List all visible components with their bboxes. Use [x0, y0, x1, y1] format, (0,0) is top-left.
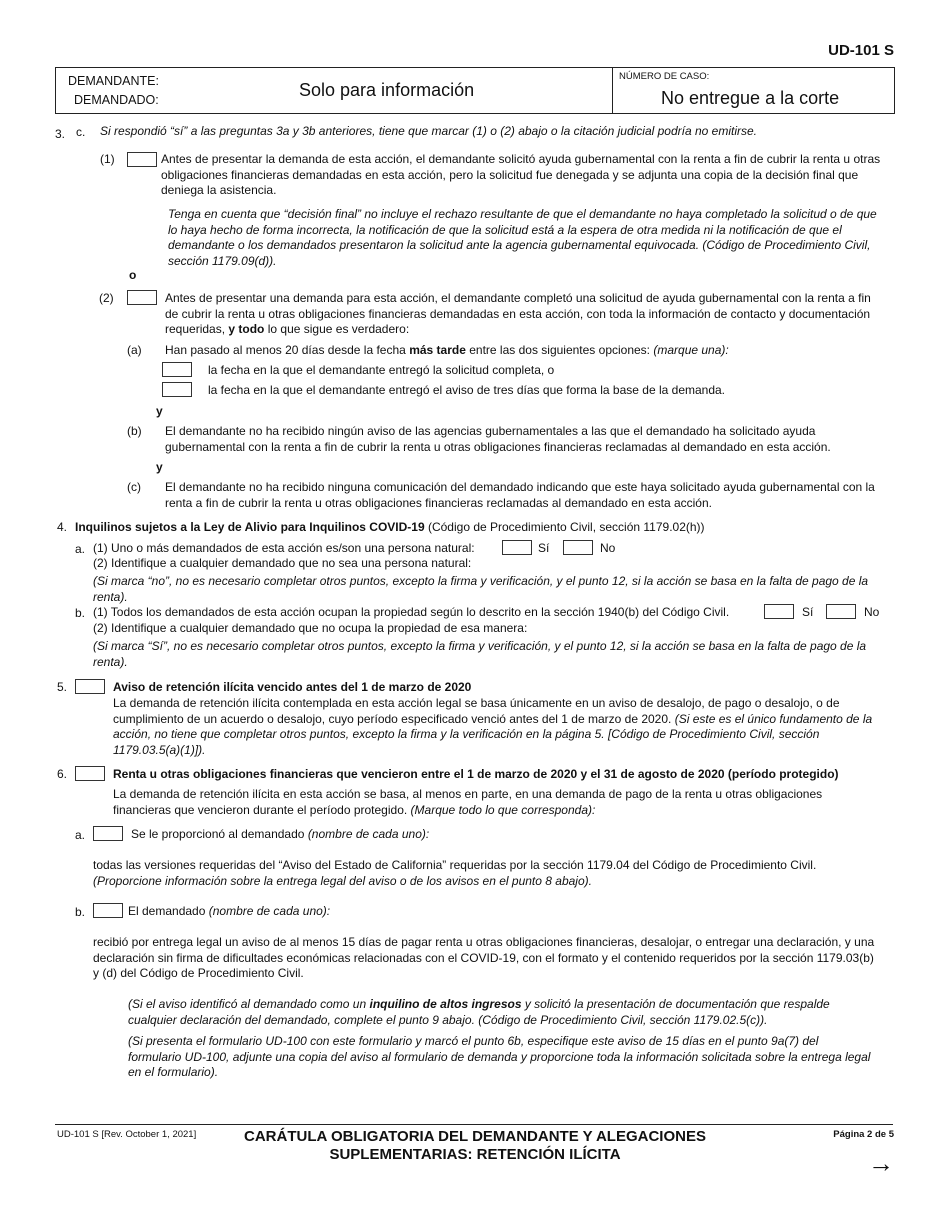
item4b2-text: (2) Identifique a cualquier demandado que no ocupa la propiedad de esa manera: — [93, 621, 528, 635]
item3c2-checkbox[interactable] — [127, 290, 157, 305]
item6a-text-main: Se le proporcionó al demandado — [131, 827, 305, 841]
item3c2c-text: El demandante no ha recibido ninguna comunicación del demandado indicando que este haya solicitado ayuda gubernamental con la renta a fin de cubrir la renta u otras obligaciones financieras reclamadas al demandado en esta acción. — [165, 480, 875, 510]
item4-title-bold: Inquilinos sujetos a la Ley de Alivio para Inquilinos COVID-19 — [75, 520, 425, 534]
item4a1-yes-checkbox[interactable] — [502, 540, 532, 555]
item3c2a-bold: más tarde — [409, 343, 466, 357]
item6a-after — [93, 858, 883, 889]
item3c2-text-bold: y todo — [228, 322, 265, 336]
item6a-after-note: (Proporcione información sobre la entrega legal del aviso o de los avisos en el punto 8 abajo). — [93, 873, 592, 888]
item5-body: La demanda de retención ilícita contemplada en esta acción legal se basa únicamente en un aviso de desalojo, de pago o desalojo, o de cumplimiento de un acuerdo o desalojo, cuyo período especificado venció antes del 1 de marzo de 2020. — [113, 696, 840, 726]
item6-note1-bold: inquilino de altos ingresos — [369, 997, 522, 1011]
footer-page: Página 2 de 5 — [833, 1129, 894, 1140]
item3c1-text: Antes de presentar la demanda de esta acción, el demandante solicitó ayuda gubernamental con la renta a fin de cubrir la renta u otras obligaciones financieras demandadas en esta acción, pero la solicitud fue denegada y se adjunta una copia de la decisión final que deniega la asistencia. — [161, 152, 881, 197]
item6-note1-b: y solicitó la presentación de documentación que respalde cualquier declaración del demandado, complete el punto 9 abajo. (Código de Procedimiento Civil, sección 1179.02.5(c)). — [128, 997, 830, 1027]
item3c2a-text1: Han pasado al menos 20 días desde la fecha — [165, 343, 406, 357]
item6a-italic: (nombre de cada uno): — [307, 827, 430, 841]
or-connector: o — [129, 268, 137, 282]
do-not-file-label: No entregue a la corte — [661, 88, 840, 108]
item4-number: 4. — [57, 520, 68, 534]
item4a-label: a. — [75, 542, 86, 556]
item5-checkbox[interactable] — [75, 679, 105, 694]
item6-text — [113, 787, 853, 818]
item3c2a-text — [165, 343, 885, 359]
item3c2a-opt2-checkbox[interactable] — [162, 382, 192, 397]
item4a-note: (Si marca “no”, no es necesario completar otros puntos, excepto la firma y verificación, y el punto 12, si la acción se basa en la falta de pago de la renta). — [93, 574, 869, 604]
caption-box — [55, 67, 895, 114]
item6b-italic: (nombre de cada uno): — [208, 904, 331, 918]
item4b-label: b. — [75, 606, 86, 620]
plaintiff-label: DEMANDANTE: — [68, 74, 159, 88]
item3c2-text-a: Antes de presentar una demanda para esta acción, el demandante completó una solicitud de ayuda gubernamental con la renta a fin de cubrir la renta u otras obligaciones financieras demandadas en esta acción, con toda la información de contacto y documentación requeridas, — [165, 291, 871, 336]
footer-rev: UD-101 S [Rev. October 1, 2021] — [57, 1129, 197, 1140]
item6a-text — [131, 827, 429, 843]
item3c2-text-b: lo que sigue es verdadero: — [267, 322, 410, 336]
item3c1-checkbox[interactable] — [127, 152, 157, 167]
footer-title-1: CARÁTULA OBLIGATORIA DEL DEMANDANTE Y ALEGACIONES — [244, 1128, 706, 1145]
item3c2c-label: (c) — [127, 480, 141, 494]
item5-number: 5. — [57, 680, 68, 694]
item6b-after: recibió por entrega legal un aviso de al menos 15 días de pagar renta u otras obligaciones financieras, desalojar, o entregar una declaración, y una declaración sin firma de dificultades económicas relacionadas con el COVID-19, con el formato y el contenido requeridos por la sección 1179.03(b) y (d) del Código de Procedimiento Civil. — [93, 935, 875, 980]
case-number-label: NÚMERO DE CASO: — [619, 71, 710, 82]
item6b-label: b. — [75, 905, 86, 919]
item3c2a-opt2-text: la fecha en la que el demandante entregó el aviso de tres días que forma la base de la demanda. — [208, 383, 726, 397]
item5-text — [113, 696, 878, 758]
item5-title: Aviso de retención ilícita vencido antes del 1 de marzo de 2020 — [113, 680, 472, 694]
footer-rule — [55, 1124, 893, 1125]
item3c2a-opt1-checkbox[interactable] — [162, 362, 192, 377]
item6-title: Renta u otras obligaciones financieras que vencieron entre el 1 de marzo de 2020 y el 31 de agosto de 2020 (período protegido) — [113, 767, 839, 781]
item6-note1-a: (Si el aviso identificó al demandado como un — [128, 997, 367, 1011]
next-page-arrow-icon: → — [868, 1148, 894, 1178]
form-id: UD-101 S — [828, 42, 894, 59]
item4a1-text: (1) Uno o más demandados de esta acción es/son una persona natural: — [93, 541, 475, 555]
item6-note2: (Si presenta el formulario UD-100 con este formulario y marcó el punto 6b, especifique este aviso de 15 días en el punto 9a(7) del formulario UD-100, adjunte una copia del aviso al formulario de demanda y proporcione toda la información solicitada sobre la entrega legal en el formulario). — [128, 1034, 871, 1079]
item6b-text-main: El demandado — [128, 904, 206, 918]
info-only-label: Solo para información — [299, 80, 475, 100]
item6-body: La demanda de retención ilícita en esta acción se basa, al menos en parte, en una demanda de pago de la renta u otras obligaciones financieras que vencieron durante el período protegido. — [113, 787, 823, 817]
item3c2a-label: (a) — [127, 343, 142, 357]
defendant-label: DEMANDADO: — [74, 93, 159, 107]
item3c2a-text2: entre las dos siguientes opciones: — [469, 343, 651, 357]
item3c-label: c. — [76, 125, 86, 139]
item4-title — [75, 520, 890, 536]
item4a1-no-label: No — [600, 541, 616, 555]
item6b-text — [128, 904, 330, 920]
item3c2b-label: (b) — [127, 424, 142, 438]
item4-title-ref: (Código de Procedimiento Civil, sección 1179.02(h)) — [427, 520, 705, 534]
item5-note: (Si este es el único fundamento de la acción, no tiene que completar otros puntos, excepto la firma y la verificación en la página 5. [Código de Procedimiento Civil, sección 1179.03.5(a)(1)]). — [113, 711, 873, 757]
item3c-text: Si respondió “sí” a las preguntas 3a y 3b anteriores, tiene que marcar (1) o (2) abajo o la citación judicial podría no emitirse. — [100, 124, 758, 138]
item4b1-no-checkbox[interactable] — [826, 604, 856, 619]
item3c2-label: (2) — [99, 291, 114, 305]
item4a1-no-checkbox[interactable] — [563, 540, 593, 555]
item6-body-note: (Marque todo lo que corresponda): — [410, 802, 596, 817]
item3c2-text — [165, 291, 875, 338]
item3c2b-text: El demandante no ha recibido ningún aviso de las agencias gubernamentales a las que el demandado ha solicitado ayuda gubernamental con la renta a fin de cubrir la renta u otras obligaciones financieras reclamadas al demandado en esta acción. — [165, 424, 831, 454]
item6b-checkbox[interactable] — [93, 903, 123, 918]
item3c1-label: (1) — [100, 152, 115, 166]
item4a2-text: (2) Identifique a cualquier demandado que no sea una persona natural: — [93, 556, 472, 570]
item6-checkbox[interactable] — [75, 766, 105, 781]
item3c1-note: Tenga en cuenta que “decisión final” no incluye el rechazo resultante de que el demandante no haya completado la solicitud o de que lo haya hecho de forma incorrecta, la notificación de que la solicitud está a la espera de otra medida ni la notificación de que el demandante o los demandados presentaron la solicitud ante la agencia gubernamental equivocada. (Código de Procedimiento Civil, sección 1179.09(d)). — [168, 207, 877, 268]
item6a-checkbox[interactable] — [93, 826, 123, 841]
and-connector-2: y — [156, 460, 163, 474]
item6-note1 — [128, 997, 868, 1028]
item4b1-no-label: No — [864, 605, 880, 619]
item4b1-text: (1) Todos los demandados de esta acción ocupan la propiedad según lo descrito en la sección 1940(b) del Código Civil. — [93, 605, 730, 619]
and-connector-1: y — [156, 404, 163, 418]
item6-number: 6. — [57, 767, 68, 781]
item6a-label: a. — [75, 828, 86, 842]
footer-title-2: SUPLEMENTARIAS: RETENCIÓN ILÍCITA — [329, 1146, 621, 1163]
item3c2a-opt1-text: la fecha en la que el demandante entregó la solicitud completa, o — [208, 363, 555, 377]
item3c2a-italic: (marque una): — [653, 343, 729, 357]
item4b-note: (Si marca “Sí”, no es necesario completar otros puntos, excepto la firma y verificación, y el punto 12, si la acción se basa en la falta de pago de la renta). — [93, 639, 867, 669]
item3-number: 3. — [55, 127, 66, 141]
item4a1-yes-label: Sí — [538, 541, 550, 555]
item4b1-yes-label: Sí — [802, 605, 814, 619]
item6a-after-text: todas las versiones requeridas del “Aviso del Estado de California” requeridas por la sección 1179.04 del Código de Procedimiento Civil. — [93, 858, 817, 872]
item4b1-yes-checkbox[interactable] — [764, 604, 794, 619]
